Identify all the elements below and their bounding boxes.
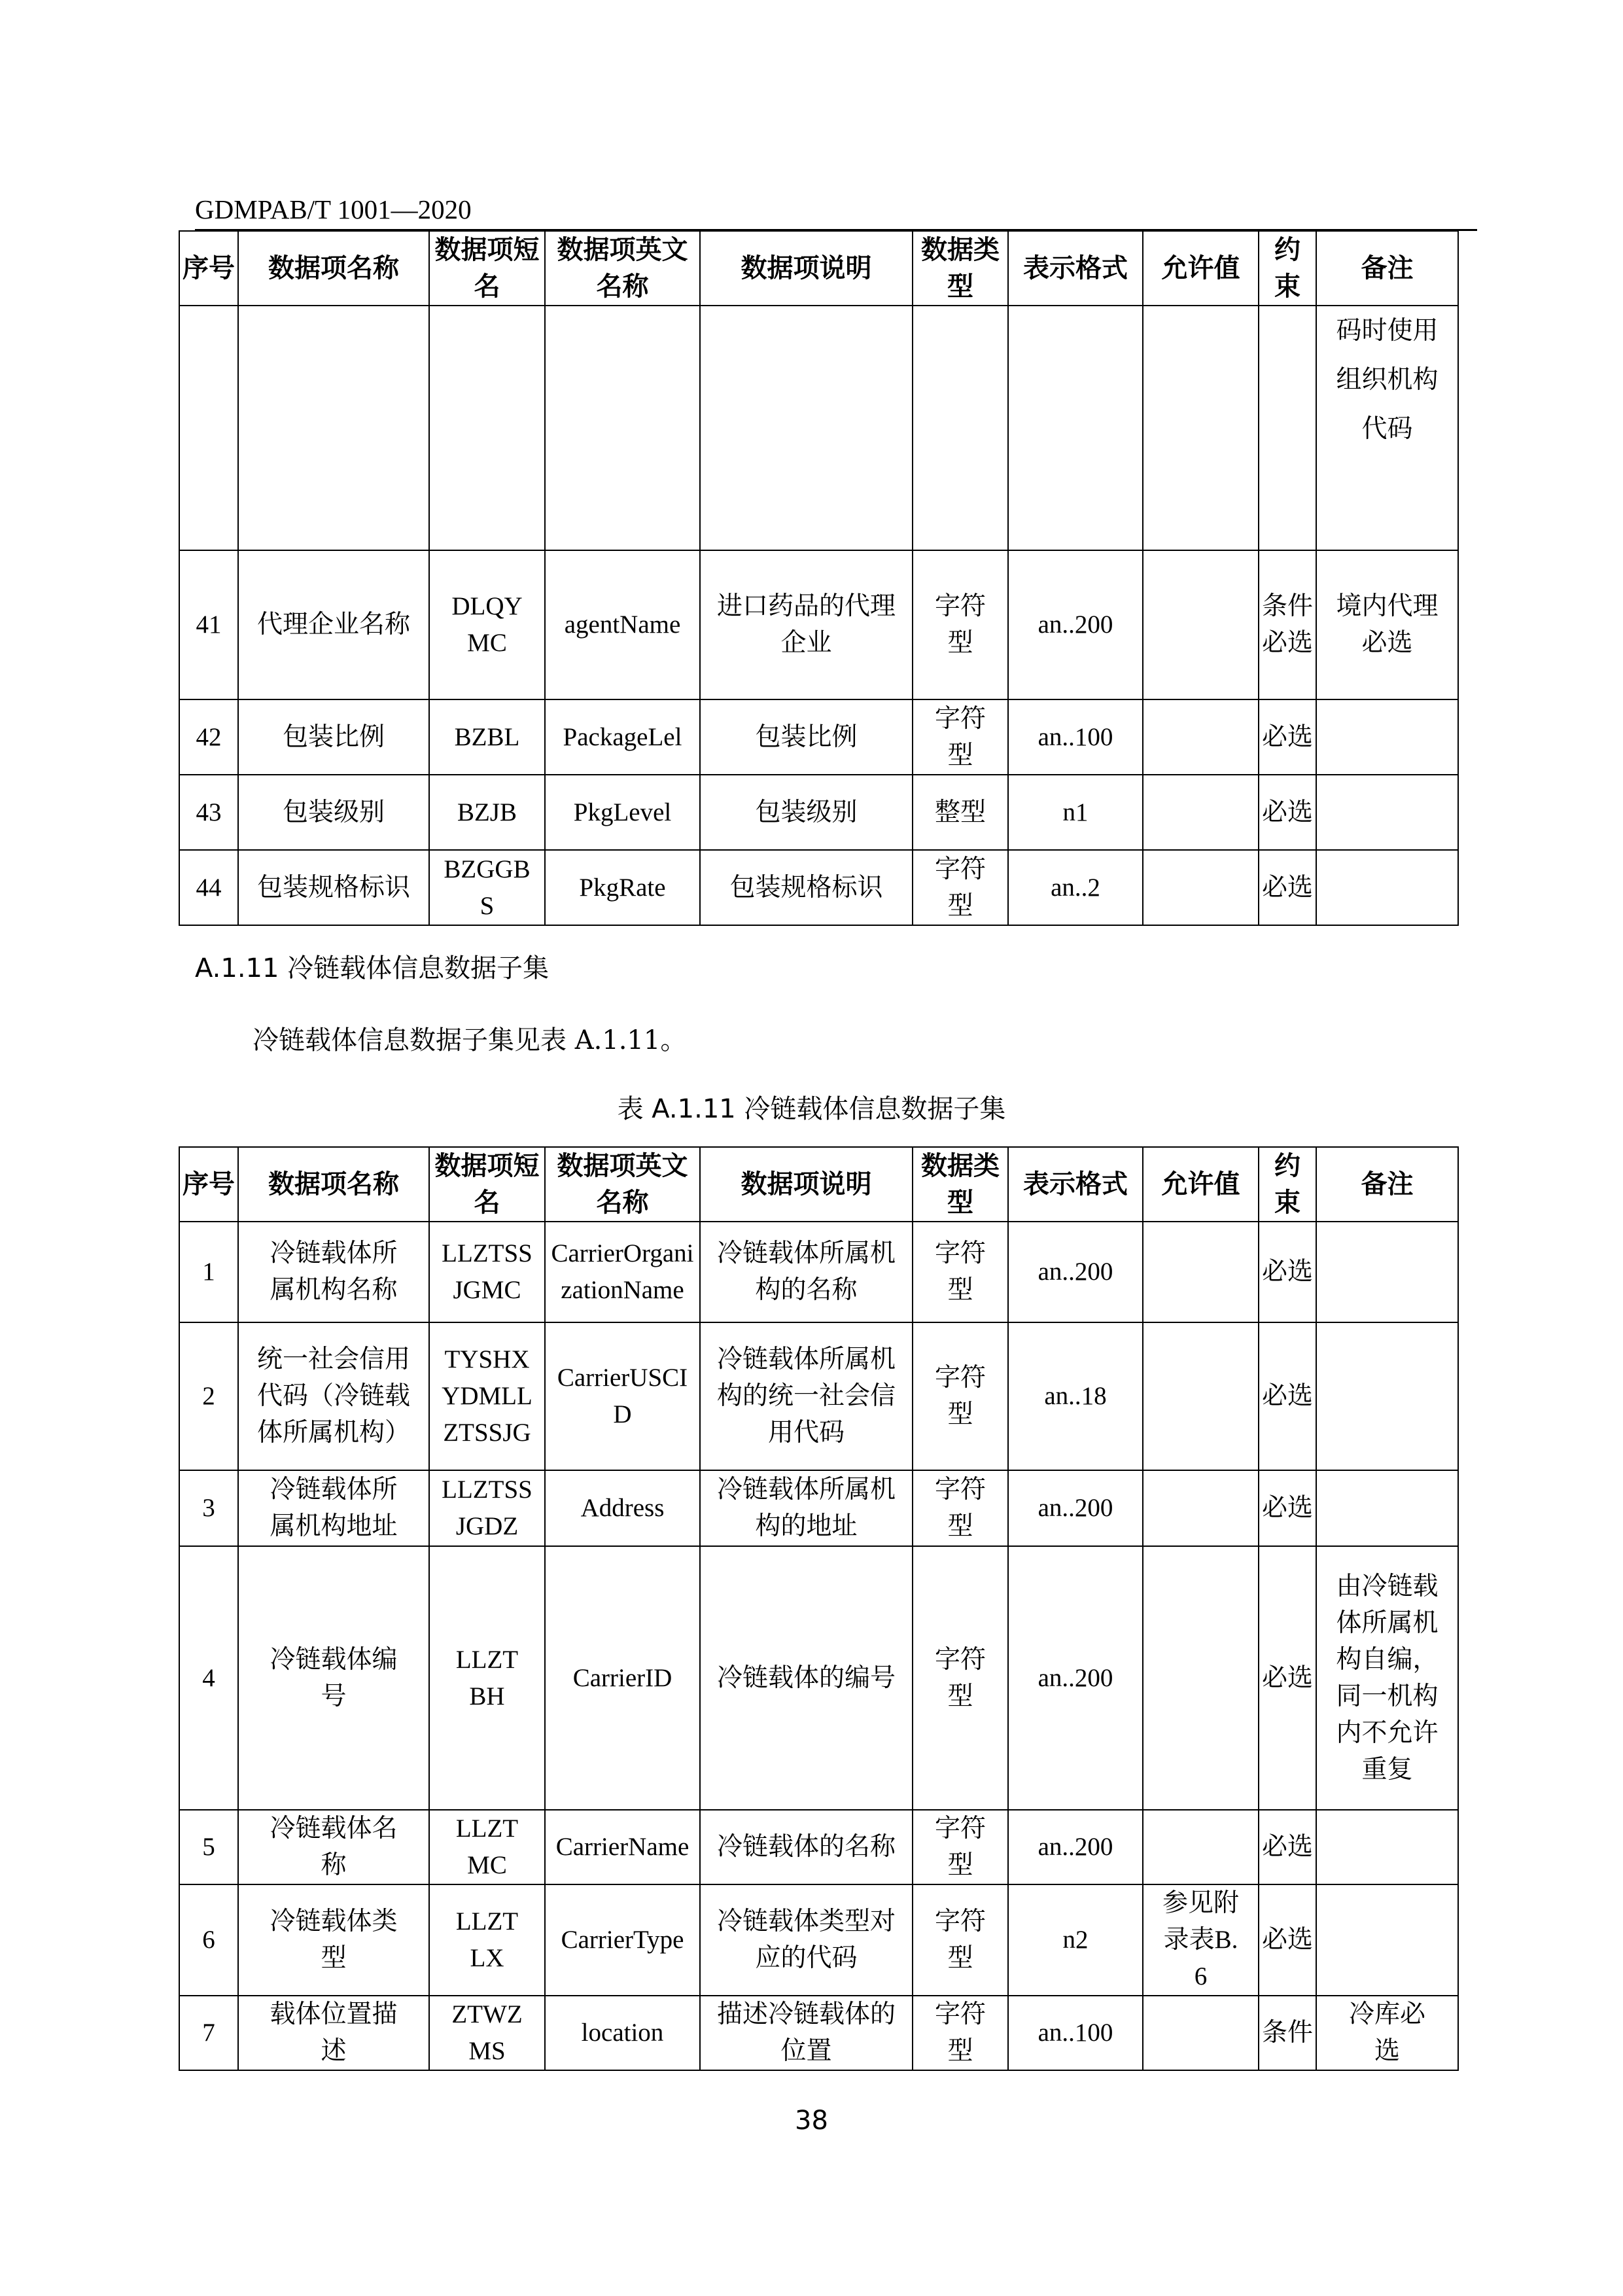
cell-allowed-values — [1143, 1996, 1259, 2070]
cell-index: 42 — [179, 699, 238, 775]
cell-short-name: BZBL — [429, 699, 545, 775]
cell-short-name: DLQYMC — [429, 550, 545, 699]
cell-constraint: 必选 — [1259, 1470, 1316, 1546]
cell-constraint: 必选 — [1259, 775, 1316, 850]
cell-description: 冷链载体类型对应的代码 — [700, 1884, 913, 1996]
col-header-allowed-values: 允许值 — [1143, 231, 1259, 306]
cell-description — [700, 306, 913, 550]
cell-format: an..2 — [1008, 850, 1143, 925]
cell-allowed-values — [1143, 1470, 1259, 1546]
cell-format: n2 — [1008, 1884, 1143, 1996]
cell-english-name: PkgRate — [545, 850, 700, 925]
cell-format — [1008, 306, 1143, 550]
cell-index: 44 — [179, 850, 238, 925]
cell-description: 包装级别 — [700, 775, 913, 850]
cell-data-type: 字符型 — [913, 1470, 1008, 1546]
cell-data-type: 整型 — [913, 775, 1008, 850]
col-header-remarks: 备注 — [1316, 1147, 1458, 1222]
cell-short-name: LLZTMC — [429, 1810, 545, 1884]
cell-short-name: ZTWZMS — [429, 1996, 545, 2070]
cell-index: 3 — [179, 1470, 238, 1546]
table-row — [179, 775, 1458, 850]
cell-allowed-values — [1143, 850, 1259, 925]
cell-english-name: PackageLel — [545, 699, 700, 775]
standard-code: GDMPAB/T 1001—2020 — [195, 194, 472, 224]
col-header-data-type: 数据类型 — [913, 231, 1008, 306]
cell-name: 包装规格标识 — [238, 850, 429, 925]
cell-allowed-values — [1143, 1546, 1259, 1810]
cell-constraint: 必选 — [1259, 1810, 1316, 1884]
section-title: A.1.11 冷链载体信息数据子集 — [195, 953, 550, 983]
cell-name: 冷链载体名称 — [238, 1810, 429, 1884]
cell-english-name: CarrierType — [545, 1884, 700, 1996]
cell-short-name — [429, 306, 545, 550]
cell-format: an..100 — [1008, 1996, 1143, 2070]
cell-constraint: 必选 — [1259, 699, 1316, 775]
cell-format: an..18 — [1008, 1322, 1143, 1470]
cell-index: 4 — [179, 1546, 238, 1810]
cell-allowed-values — [1143, 1810, 1259, 1884]
cell-short-name: LLZTSSJGMC — [429, 1222, 545, 1322]
cell-remarks — [1316, 1222, 1458, 1322]
cell-constraint — [1259, 306, 1316, 550]
cell-remarks — [1316, 1810, 1458, 1884]
cell-allowed-values — [1143, 699, 1259, 775]
cell-description: 冷链载体所属机构的地址 — [700, 1470, 913, 1546]
cell-data-type: 字符型 — [913, 1222, 1008, 1322]
cell-name: 包装级别 — [238, 775, 429, 850]
table-row — [179, 1884, 1458, 1996]
cell-english-name: CarrierUSCID — [545, 1322, 700, 1470]
cell-short-name: BZGGBS — [429, 850, 545, 925]
cell-name: 代理企业名称 — [238, 550, 429, 699]
cell-format: an..200 — [1008, 1222, 1143, 1322]
cell-short-name: LLZTSSJGDZ — [429, 1470, 545, 1546]
cell-name: 冷链载体所属机构地址 — [238, 1470, 429, 1546]
cell-data-type: 字符型 — [913, 1996, 1008, 2070]
col-header-english-name: 数据项英文名称 — [545, 231, 700, 306]
table-row — [179, 1470, 1458, 1546]
section-text: 冷链载体信息数据子集见表 A.1.11。 — [253, 1025, 687, 1055]
col-header-index: 序号 — [179, 231, 238, 306]
cell-remarks — [1316, 850, 1458, 925]
col-header-description: 数据项说明 — [700, 1147, 913, 1222]
cell-allowed-values: 参见附录表B.6 — [1143, 1884, 1259, 1996]
cell-remarks — [1316, 699, 1458, 775]
cell-allowed-values — [1143, 306, 1259, 550]
cell-constraint: 条件 — [1259, 1996, 1316, 2070]
cell-remarks: 境内代理必选 — [1316, 550, 1458, 699]
cell-data-type: 字符型 — [913, 699, 1008, 775]
table-header-row — [179, 1147, 1458, 1222]
cell-format: an..200 — [1008, 1810, 1143, 1884]
cell-short-name: TYSHXYDMLLZTSSJG — [429, 1322, 545, 1470]
cell-english-name: Address — [545, 1470, 700, 1546]
page-number: 38 — [795, 2106, 828, 2136]
cell-remarks: 码时使用组织机构代码 — [1316, 306, 1458, 550]
cell-remarks — [1316, 1470, 1458, 1546]
col-header-short-name: 数据项短名 — [429, 231, 545, 306]
cell-index: 1 — [179, 1222, 238, 1322]
cell-constraint: 必选 — [1259, 1222, 1316, 1322]
cell-remarks — [1316, 1884, 1458, 1996]
cell-data-type: 字符型 — [913, 850, 1008, 925]
cell-data-type: 字符型 — [913, 1884, 1008, 1996]
cell-name: 冷链载体类型 — [238, 1884, 429, 1996]
cell-constraint: 条件必选 — [1259, 550, 1316, 699]
cell-index: 43 — [179, 775, 238, 850]
col-header-allowed-values: 允许值 — [1143, 1147, 1259, 1222]
cell-description: 包装比例 — [700, 699, 913, 775]
cell-index: 2 — [179, 1322, 238, 1470]
table-row — [179, 550, 1458, 699]
col-header-remarks: 备注 — [1316, 231, 1458, 306]
cell-data-type: 字符型 — [913, 1810, 1008, 1884]
cell-name: 冷链载体所属机构名称 — [238, 1222, 429, 1322]
cell-name — [238, 306, 429, 550]
cell-english-name — [545, 306, 700, 550]
col-header-format: 表示格式 — [1008, 1147, 1143, 1222]
cell-data-type: 字符型 — [913, 550, 1008, 699]
cell-short-name: LLZTBH — [429, 1546, 545, 1810]
cell-short-name: BZJB — [429, 775, 545, 850]
table-row — [179, 850, 1458, 925]
cell-format: an..200 — [1008, 1546, 1143, 1810]
cell-index: 6 — [179, 1884, 238, 1996]
cell-allowed-values — [1143, 775, 1259, 850]
cell-english-name: PkgLevel — [545, 775, 700, 850]
cell-remarks — [1316, 1322, 1458, 1470]
cell-format: an..200 — [1008, 1470, 1143, 1546]
col-header-description: 数据项说明 — [700, 231, 913, 306]
cell-description: 冷链载体所属机构的名称 — [700, 1222, 913, 1322]
cell-index — [179, 306, 238, 550]
col-header-format: 表示格式 — [1008, 231, 1143, 306]
col-header-constraint: 约束 — [1259, 231, 1316, 306]
data-table-continued — [179, 230, 1459, 926]
cell-format: an..100 — [1008, 699, 1143, 775]
table-row — [179, 306, 1458, 550]
table-row — [179, 1810, 1458, 1884]
col-header-index: 序号 — [179, 1147, 238, 1222]
cell-description: 进口药品的代理企业 — [700, 550, 913, 699]
cell-remarks — [1316, 775, 1458, 850]
cell-constraint: 必选 — [1259, 850, 1316, 925]
cell-index: 5 — [179, 1810, 238, 1884]
cell-name: 包装比例 — [238, 699, 429, 775]
cell-constraint: 必选 — [1259, 1546, 1316, 1810]
cell-data-type — [913, 306, 1008, 550]
cell-format: n1 — [1008, 775, 1143, 850]
col-header-name: 数据项名称 — [238, 1147, 429, 1222]
cell-description: 包装规格标识 — [700, 850, 913, 925]
table-caption: 表 A.1.11 冷链载体信息数据子集 — [617, 1094, 1006, 1124]
cell-allowed-values — [1143, 1322, 1259, 1470]
cell-name: 统一社会信用代码（冷链载体所属机构） — [238, 1322, 429, 1470]
cell-data-type: 字符型 — [913, 1546, 1008, 1810]
cell-index: 41 — [179, 550, 238, 699]
cell-english-name: location — [545, 1996, 700, 2070]
cell-format: an..200 — [1008, 550, 1143, 699]
cell-remarks: 冷库必选 — [1316, 1996, 1458, 2070]
cell-description: 描述冷链载体的位置 — [700, 1996, 913, 2070]
table-row — [179, 1996, 1458, 2070]
cell-allowed-values — [1143, 1222, 1259, 1322]
col-header-name: 数据项名称 — [238, 231, 429, 306]
table-row — [179, 699, 1458, 775]
cell-data-type: 字符型 — [913, 1322, 1008, 1470]
cell-english-name: CarrierID — [545, 1546, 700, 1810]
cell-constraint: 必选 — [1259, 1322, 1316, 1470]
cell-description: 冷链载体所属机构的统一社会信用代码 — [700, 1322, 913, 1470]
table-header-row — [179, 231, 1458, 306]
col-header-english-name: 数据项英文名称 — [545, 1147, 700, 1222]
cell-english-name: CarrierName — [545, 1810, 700, 1884]
cell-remarks: 由冷链载体所属机构自编，同一机构内不允许重复 — [1316, 1546, 1458, 1810]
cell-description: 冷链载体的编号 — [700, 1546, 913, 1810]
table-row — [179, 1222, 1458, 1322]
cell-index: 7 — [179, 1996, 238, 2070]
cell-english-name: agentName — [545, 550, 700, 699]
data-table-cold-chain-carrier — [179, 1146, 1459, 2071]
col-header-constraint: 约束 — [1259, 1147, 1316, 1222]
cell-name: 载体位置描述 — [238, 1996, 429, 2070]
table-row — [179, 1546, 1458, 1810]
col-header-data-type: 数据类型 — [913, 1147, 1008, 1222]
cell-description: 冷链载体的名称 — [700, 1810, 913, 1884]
cell-short-name: LLZTLX — [429, 1884, 545, 1996]
cell-name: 冷链载体编号 — [238, 1546, 429, 1810]
cell-english-name: CarrierOrganizationName — [545, 1222, 700, 1322]
cell-allowed-values — [1143, 550, 1259, 699]
cell-constraint: 必选 — [1259, 1884, 1316, 1996]
col-header-short-name: 数据项短名 — [429, 1147, 545, 1222]
table-row — [179, 1322, 1458, 1470]
